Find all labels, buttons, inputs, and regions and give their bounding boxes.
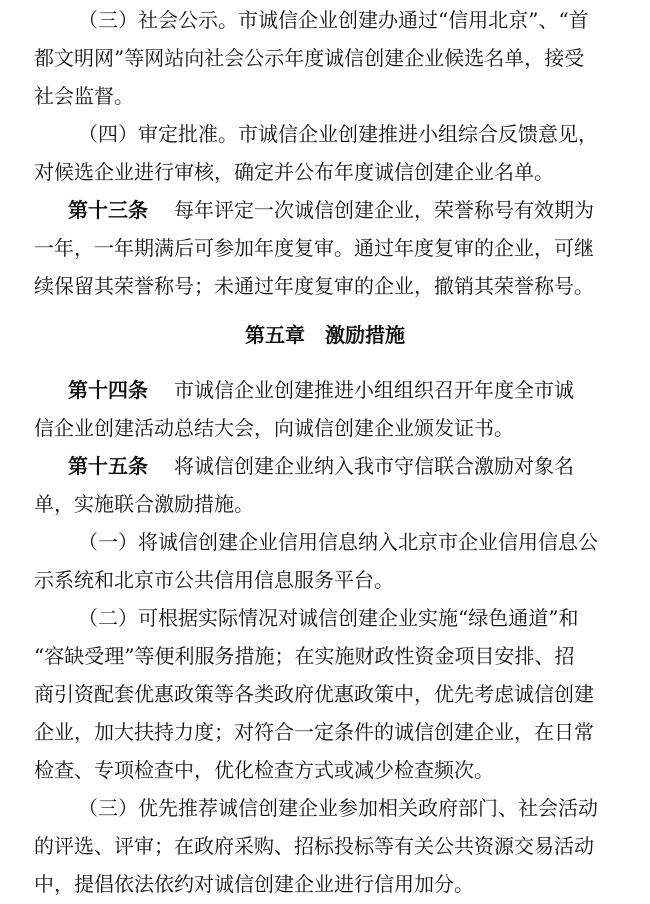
text-line: 续保留其荣誉称号；未通过年度复审的企业，撤销其荣誉称号。 <box>34 274 594 298</box>
text-line: 市诚信企业创建推进小组组织召开年度全市诚 <box>174 378 574 402</box>
text-line: （四）审定批准。市诚信企业创建推进小组综合反馈意见， <box>78 122 598 146</box>
text-line: 中，提倡依法依约对诚信创建企业进行信用加分。 <box>34 872 474 896</box>
text-line: 每年评定一次诚信创建企业，荣誉称号有效期为 <box>174 198 594 222</box>
text-line: 企业，加大扶持力度；对符合一定条件的诚信创建企业，在日常 <box>34 720 594 744</box>
text-line: 商引资配套优惠政策等各类政府优惠政策中，优先考虑诚信创建 <box>34 682 594 706</box>
article-line <box>68 370 650 410</box>
article-heading: 第十三条 <box>68 198 148 222</box>
article-line <box>68 446 650 486</box>
text-line: （一）将诚信创建企业信用信息纳入北京市企业信用信息公 <box>78 530 598 554</box>
chapter-title: 第五章 激励措施 <box>245 323 405 347</box>
text-line: 对候选企业进行审核，确定并公布年度诚信创建企业名单。 <box>34 160 554 184</box>
text-line: 一年，一年期满后可参加年度复审。通过年度复审的企业，可继 <box>34 236 594 260</box>
text-line: 社会监督。 <box>34 84 134 108</box>
article-heading: 第十四条 <box>68 378 148 402</box>
article-heading: 第十五条 <box>68 454 148 478</box>
text-line: “容缺受理”等便利服务措施；在实施财政性资金项目安排、招 <box>34 644 575 668</box>
text-line: 的评选、评审；在政府采购、招标投标等有关公共资源交易活动 <box>34 834 594 858</box>
text-line: 将诚信创建企业纳入我市守信联合激励对象名 <box>174 454 574 478</box>
text-line: （二）可根据实际情况对诚信创建企业实施“绿色通道”和 <box>78 606 579 630</box>
text-line: 检查、专项检查中，优化检查方式或减少检查频次。 <box>34 758 494 782</box>
text-line: 示系统和北京市公共信用信息服务平台。 <box>34 568 394 592</box>
text-line: 都文明网”等网站向社会公示年度诚信创建企业候选名单，接受 <box>34 46 585 70</box>
article-line <box>68 190 650 230</box>
text-line: 单，实施联合激励措施。 <box>34 492 254 516</box>
text-line: （三）优先推荐诚信创建企业参加相关政府部门、社会活动 <box>78 796 598 820</box>
text-line: 信企业创建活动总结大会，向诚信创建企业颁发证书。 <box>34 416 514 440</box>
text-line: （三）社会公示。市诚信企业创建办通过“信用北京”、“首 <box>78 8 589 32</box>
